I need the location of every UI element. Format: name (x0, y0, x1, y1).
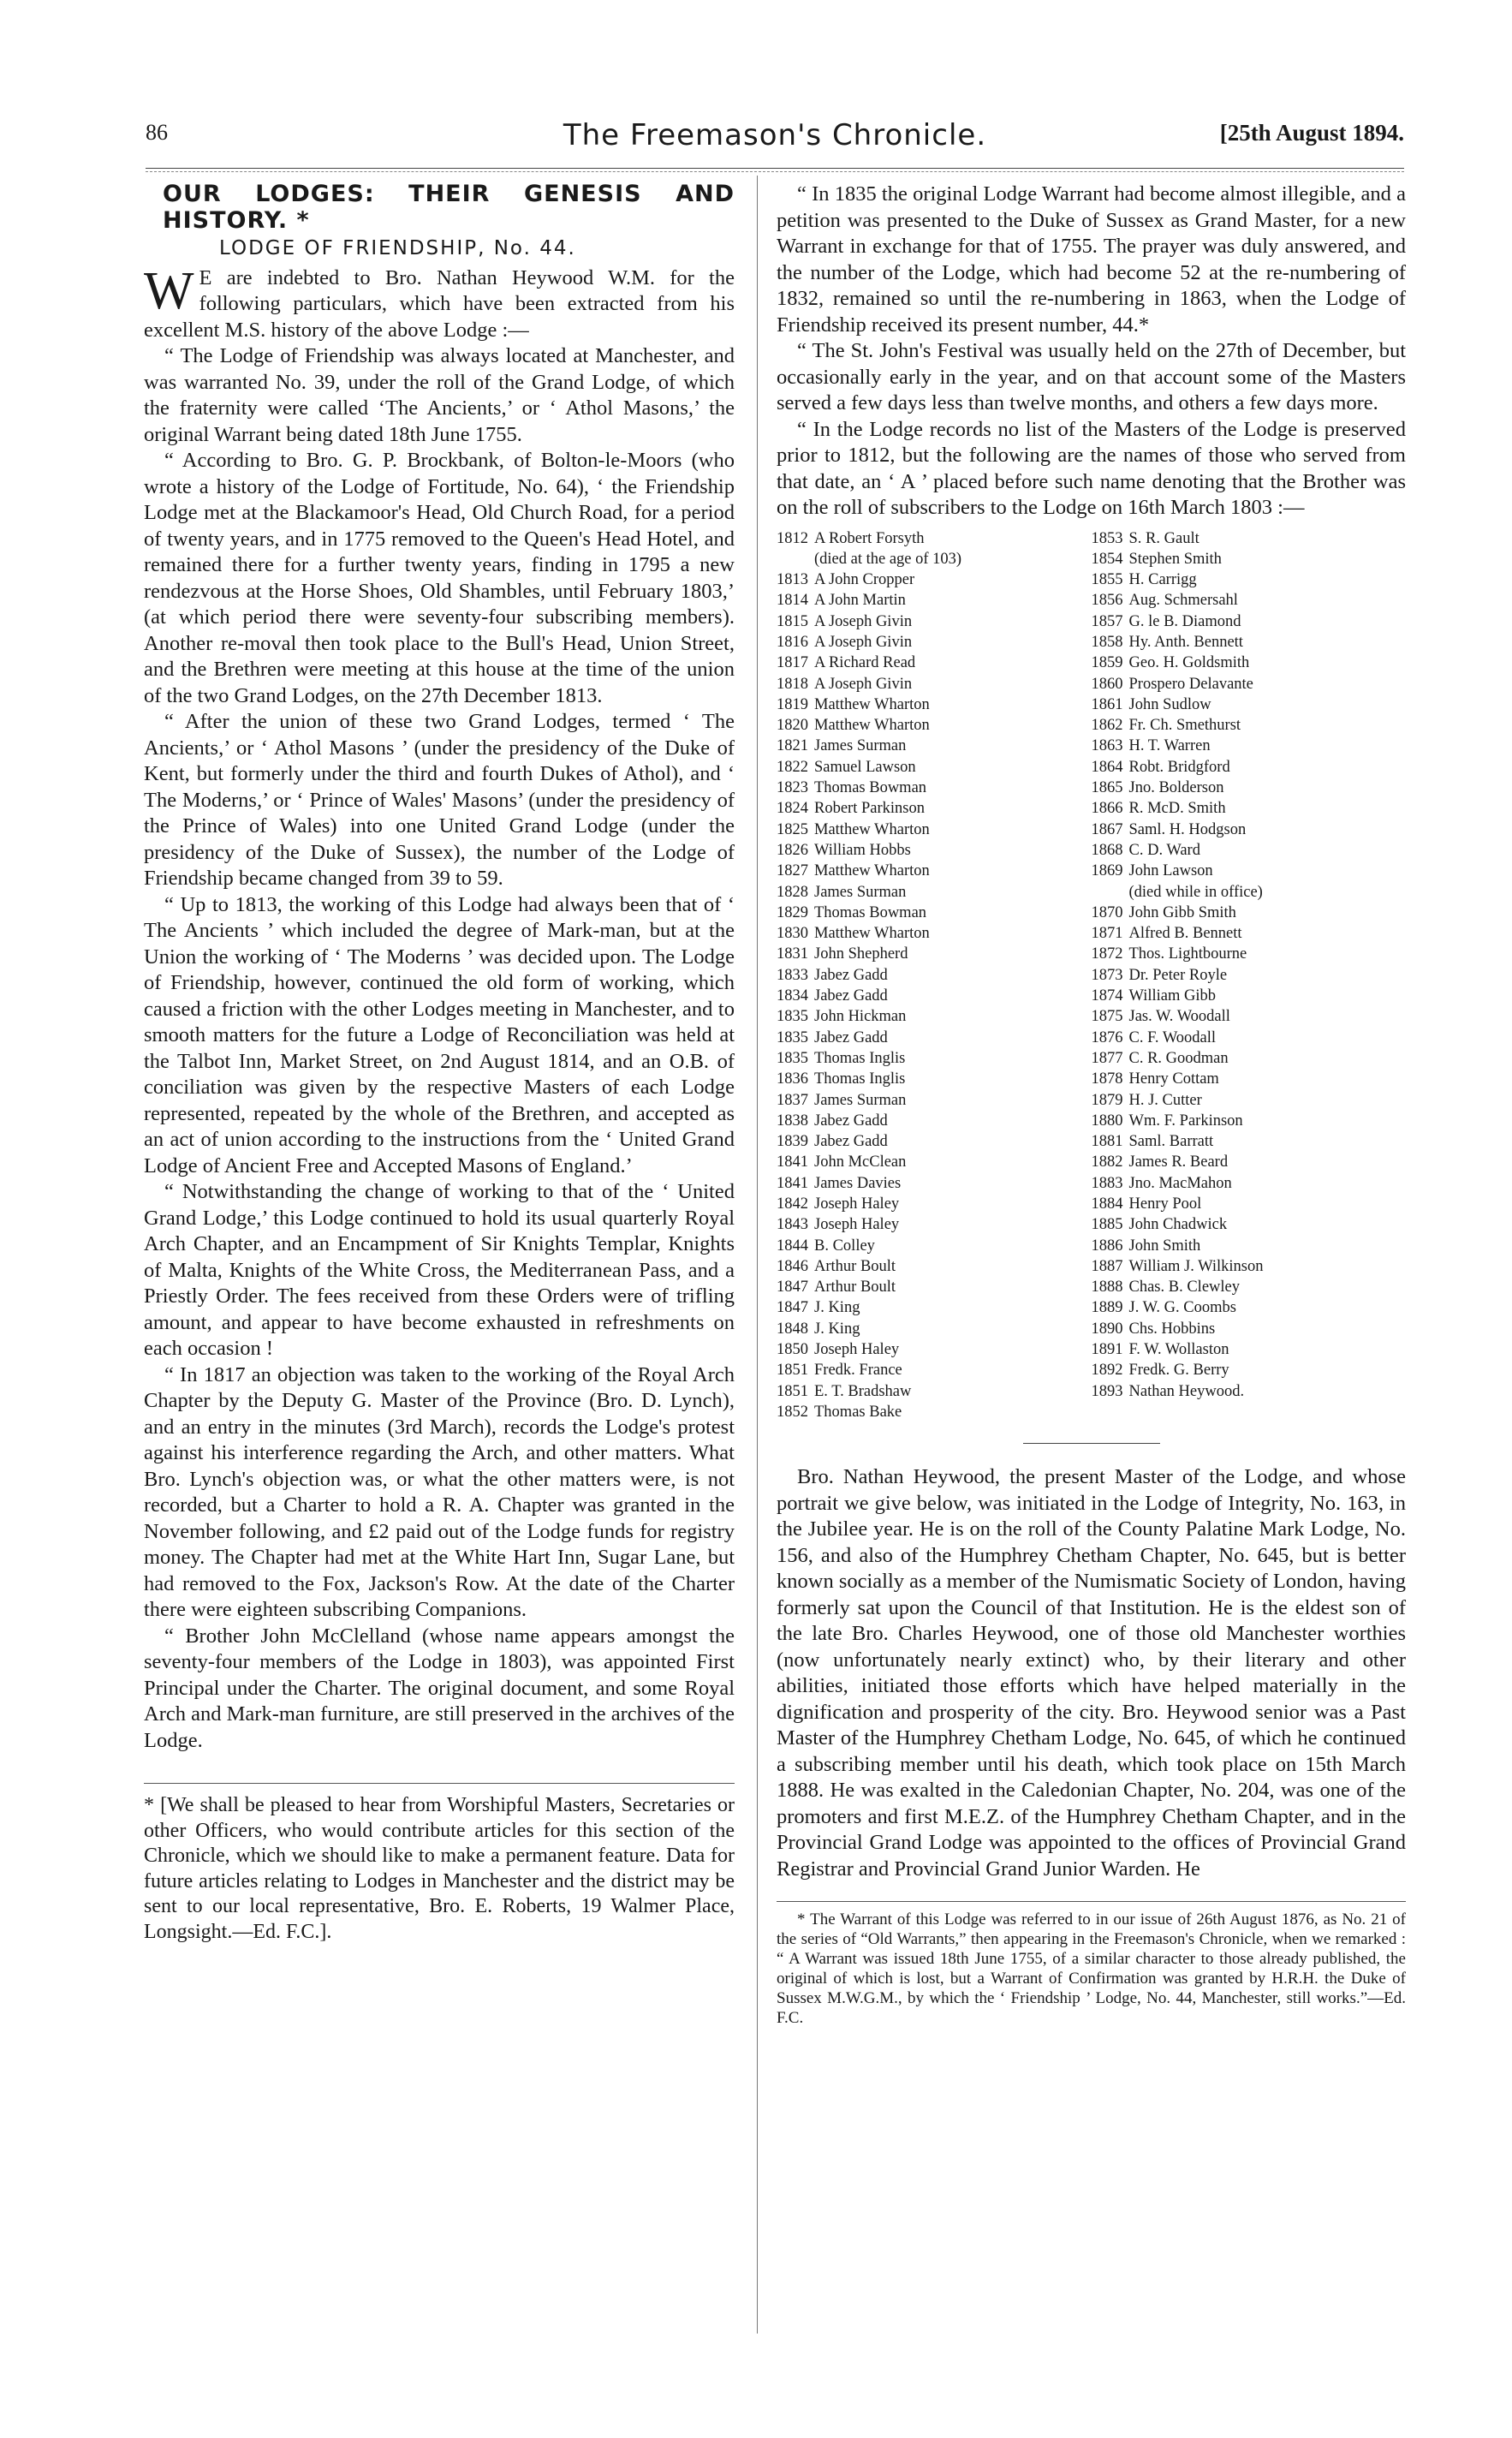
master-year: 1882 (1091, 1153, 1123, 1171)
master-row (777, 1111, 1092, 1131)
master-year: 1859 (1091, 654, 1123, 672)
intro-paragraph (144, 261, 735, 344)
master-name: Robert Parkinson (814, 800, 925, 818)
master-name: Henry Pool (1128, 1195, 1202, 1213)
master-row (777, 549, 1092, 569)
master-name: Thomas Bowman (814, 903, 927, 921)
master-name: (died while in office) (1128, 883, 1263, 901)
master-name: S. R. Gault (1128, 529, 1199, 547)
master-year: 1871 (1091, 925, 1123, 943)
master-name: Henry Cottam (1128, 1070, 1219, 1088)
master-year: 1860 (1091, 675, 1123, 693)
paragraph: “ Brother John McClelland (whose name appears amongst the seventy-four members of the Lodge in 1803), was appointed First Principal under the Charter. The original document, and some Royal Arch and Mark-man furniture, are still preserved in the archives of the Lodge. (144, 1624, 735, 1752)
master-row (777, 1131, 1092, 1152)
master-year: 1818 (777, 675, 808, 693)
master-name: H. J. Cutter (1128, 1091, 1202, 1109)
issue-date: [25th August 1894. (1219, 120, 1404, 146)
master-name: A John Cropper (814, 571, 915, 589)
master-row (777, 778, 1092, 798)
master-year (777, 549, 806, 569)
master-year: 1879 (1091, 1091, 1123, 1109)
master-year: 1857 (1091, 612, 1123, 630)
master-row (777, 590, 1092, 611)
master-year: 1824 (777, 800, 808, 818)
master-name: A Richard Read (814, 654, 916, 672)
master-row (777, 965, 1092, 986)
master-year: 1855 (1091, 571, 1123, 589)
master-row (777, 1339, 1092, 1360)
paragraph: “ In the Lodge records no list of the Masters of the Lodge is preserved prior to 1812, but the following are the names of those who served from that date, an ‘ A ’ placed before such name denoting that the Brother was on the roll of subscribers to the Lodge on 16th March 1803 :— (777, 417, 1406, 519)
master-year: 1831 (777, 945, 808, 963)
master-year: 1844 (777, 1237, 808, 1255)
master-year: 1889 (1091, 1299, 1123, 1317)
master-year: 1864 (1091, 758, 1123, 776)
master-year: 1854 (1091, 550, 1123, 568)
master-year: 1876 (1091, 1028, 1123, 1046)
master-year: 1841 (777, 1174, 808, 1192)
paragraph: “ The Lodge of Friendship was always located at Manchester, and was warranted No. 39, under the roll of the Grand Lodge, of which the fraternity were called ‘The Ancients,’ or ‘ Athol Masons,’ the original Warrant being dated 18th June 1755. (144, 344, 735, 446)
page-header (146, 118, 1404, 159)
master-row (777, 757, 1092, 778)
master-row (1092, 944, 1407, 964)
master-name: Jabez Gadd (814, 1133, 888, 1151)
master-year: 1875 (1091, 1008, 1123, 1026)
master-row (777, 882, 1092, 903)
master-name: John Shepherd (814, 945, 908, 963)
master-name: Thomas Bowman (814, 779, 927, 797)
master-year: 1851 (777, 1362, 808, 1380)
master-year: 1873 (1091, 966, 1123, 984)
master-year: 1851 (777, 1382, 808, 1400)
master-year: 1847 (777, 1299, 808, 1317)
master-year: 1885 (1091, 1216, 1123, 1234)
section-rule (1023, 1443, 1160, 1444)
master-name: A Joseph Givin (814, 675, 913, 693)
master-year: 1890 (1091, 1320, 1123, 1338)
master-name: John Chadwick (1128, 1216, 1228, 1234)
master-name: Thomas Inglis (814, 1049, 906, 1067)
master-row (1092, 1339, 1407, 1360)
master-year: 1815 (777, 612, 808, 630)
master-year: 1848 (777, 1320, 808, 1338)
master-name: Jas. W. Woodall (1128, 1008, 1230, 1026)
master-name: Joseph Haley (814, 1341, 900, 1359)
master-year: 1820 (777, 717, 808, 735)
master-year: 1891 (1091, 1341, 1123, 1359)
masters-list-right (1092, 528, 1407, 1423)
master-name: Jabez Gadd (814, 1028, 888, 1046)
master-name: J. King (814, 1299, 860, 1317)
master-name: John Sudlow (1128, 695, 1211, 713)
master-year: 1862 (1091, 717, 1123, 735)
master-row (1092, 923, 1407, 944)
master-year: 1819 (777, 695, 808, 713)
master-row (1092, 986, 1407, 1006)
master-year: 1817 (777, 654, 808, 672)
master-row (1092, 1006, 1407, 1027)
master-row (1092, 903, 1407, 923)
master-name: Thomas Inglis (814, 1070, 906, 1088)
master-row (1092, 1194, 1407, 1214)
master-name: Nathan Heywood. (1128, 1382, 1245, 1400)
master-row (777, 1236, 1092, 1256)
master-name: Matthew Wharton (814, 717, 930, 735)
master-row (1092, 1069, 1407, 1089)
paragraph: “ Up to 1813, the working of this Lodge had always been that of ‘ The Ancients ’ which included the degree of Mark-man, but at the Union the working of ‘ The Moderns ’ was decided upon. The Lodge of Friendship, however, continued the old form of working, which caused a friction with the other Lodges meeting in Manchester, and to smooth matters for the future a Lodge of Reconciliation was held at the Talbot Inn, Market Street, on 2nd August 1814, and an O.B. of conciliation was given by the respective Masters of each Lodge represented, repeated by the whole of the Brethren, and accepted as an act of union according to the instructions from the ‘ United Grand Lodge of Ancient Free and Accepted Masons of England.’ (144, 892, 735, 1177)
master-row (777, 1152, 1092, 1172)
paragraph: “ In 1817 an objection was taken to the working of the Royal Arch Chapter by the Deputy G. Master of the Province (Bro. D. Lynch), and an entry in the minutes (3rd March), records the Lodge's protest against his interference regarding the Arch, and other matters. What Bro. Lynch's objection was, or what the other matters were, is not recorded, but a Charter to hold a R. A. Chapter was granted in the November following, and £2 paid out of the Lodge funds for registry money. The Chapter had met at the White Hart Inn, Sugar Lane, but had removed to the Fox, Jackson's Row. At the date of the Charter there were eighteen subscribing Companions. (144, 1362, 735, 1621)
master-name: F. W. Wollaston (1128, 1341, 1229, 1359)
master-name: C. F. Woodall (1128, 1028, 1217, 1046)
master-name: William Gibb (1128, 987, 1217, 1005)
master-year: 1892 (1091, 1362, 1123, 1380)
master-year: 1863 (1091, 737, 1123, 755)
master-name: A John Martin (814, 592, 906, 610)
master-year: 1861 (1091, 695, 1123, 713)
master-row (1092, 549, 1407, 569)
master-row (1092, 965, 1407, 986)
publication-title: The Freemason's Chronicle. (563, 118, 987, 152)
master-year: 1835 (777, 1049, 808, 1067)
master-year: 1870 (1091, 903, 1123, 921)
master-row (1092, 1028, 1407, 1048)
master-row (1092, 1360, 1407, 1380)
footnote-rule (144, 1783, 735, 1785)
master-row (1092, 1214, 1407, 1235)
master-year: 1883 (1091, 1174, 1123, 1192)
master-row (1092, 736, 1407, 756)
master-row (1092, 694, 1407, 715)
master-year: 1867 (1091, 820, 1123, 838)
master-name: Geo. H. Goldsmith (1128, 654, 1250, 672)
master-year: 1850 (777, 1341, 808, 1359)
master-name: John Gibb Smith (1128, 903, 1236, 921)
master-year: 1830 (777, 925, 808, 943)
master-row (777, 653, 1092, 673)
master-name: Fredk. G. Berry (1128, 1362, 1229, 1380)
master-row (1092, 674, 1407, 694)
master-row (1092, 1297, 1407, 1318)
master-row (777, 1028, 1092, 1048)
master-name: James Surman (814, 883, 907, 901)
master-year: 1893 (1091, 1382, 1123, 1400)
master-year: 1866 (1091, 800, 1123, 818)
master-row (777, 1256, 1092, 1277)
master-row (1092, 1131, 1407, 1152)
master-name: Jno. Bolderson (1128, 779, 1224, 797)
master-row (777, 611, 1092, 632)
paragraph: “ After the union of these two Grand Lodges, termed ‘ The Ancients,’ or ‘ Athol Masons ’ (under the presidency of the Duke of Kent, but formerly under the third and fourth Dukes of Athol), and ‘ The Moderns,’ or ‘ Prince of Wales' Masons’ (under the presidency of the Prince of Wales) into one United Grand Lodge (under the presidency of the Duke of Sussex), the number of the Lodge of Friendship became changed from 39 to 59. (144, 710, 735, 890)
master-name: Hy. Anth. Bennett (1128, 633, 1243, 651)
master-name: Saml. Barratt (1128, 1133, 1214, 1151)
master-row (1092, 1111, 1407, 1131)
master-year: 1858 (1091, 633, 1123, 651)
left-column (144, 182, 735, 1945)
master-name: Matthew Wharton (814, 925, 930, 943)
master-name: James Surman (814, 1091, 907, 1109)
master-row (777, 903, 1092, 923)
master-row (1092, 757, 1407, 778)
master-name: Joseph Haley (814, 1195, 900, 1213)
master-row (1092, 778, 1407, 798)
master-name: C. R. Goodman (1128, 1049, 1229, 1067)
master-name: Matthew Wharton (814, 820, 930, 838)
paragraph: “ In 1835 the original Lodge Warrant had become almost illegible, and a petition was presented to the Duke of Sussex as Grand Master, for a new Warrant in exchange for that of 1755. The prayer was duly answered, and the number of the Lodge, which had become 52 at the re-numbering of 1832, remained so until the re-numbering in 1863, when the Lodge of Friendship received its present number, 44.* (777, 182, 1406, 337)
master-name: Saml. H. Hodgson (1128, 820, 1247, 838)
master-name: A Joseph Givin (814, 612, 913, 630)
master-year: 1887 (1091, 1257, 1123, 1275)
master-name: Jabez Gadd (814, 966, 888, 984)
master-row (1092, 840, 1407, 861)
master-year: 1816 (777, 633, 808, 651)
master-row (777, 923, 1092, 944)
master-row (777, 1006, 1092, 1027)
master-year: 1880 (1091, 1112, 1123, 1130)
master-name: A Joseph Givin (814, 633, 913, 651)
master-row (777, 861, 1092, 881)
master-name: William J. Wilkinson (1128, 1257, 1264, 1275)
master-year: 1843 (777, 1216, 808, 1234)
master-row (777, 715, 1092, 736)
master-year: 1834 (777, 987, 808, 1005)
master-row (1092, 1277, 1407, 1297)
master-name: Jabez Gadd (814, 987, 888, 1005)
master-year: 1833 (777, 966, 808, 984)
master-name: H. Carrigg (1128, 571, 1197, 589)
master-name: Chs. Hobbins (1128, 1320, 1216, 1338)
header-rule (146, 168, 1404, 172)
master-year: 1842 (777, 1195, 808, 1213)
master-year: 1856 (1091, 592, 1123, 610)
master-row (1092, 653, 1407, 673)
master-name: Thos. Lightbourne (1128, 945, 1247, 963)
master-row (777, 1194, 1092, 1214)
editor-footnote: * [We shall be pleased to hear from Worshipful Masters, Secretaries or other Officers, who would contribute articles for this section of the Chronicle, which we should like to make a permanent feature. Data for future articles relating to Lodges in Manchester and the district may be sent to our local representative, Bro. E. Roberts, 19 Walmer Place, Longsight.—Ed. F.C.]. (144, 1794, 735, 1943)
master-row (777, 944, 1092, 964)
master-year: 1847 (777, 1279, 808, 1296)
master-year: 1838 (777, 1112, 808, 1130)
master-row (1092, 1152, 1407, 1172)
master-year: 1853 (1091, 529, 1123, 547)
master-row (777, 1319, 1092, 1339)
master-row (1092, 820, 1407, 840)
master-row (1092, 882, 1407, 903)
master-year: 1812 (777, 529, 808, 547)
page-number: 86 (146, 120, 168, 145)
paragraph: “ According to Bro. G. P. Brockbank, of Bolton-le-Moors (who wrote a history of the Lodge of Fortitude, No. 64), ‘ the Friendship Lodge met at the Blackamoor's Head, Old Church Road, for a period of twenty years, and in 1775 removed to the Queen's Head Hotel, and remained there for a further twenty years, finding in 1795 a new rendezvous at the Horse Shoes, Old Shambles, until February 1803,’ (at which period there were seventy-four subscribing members). Another re-moval then took place to the Bull's Head, Union Street, and the Brethren were meeting at this house at the time of the union of the two Grand Lodges, on the 27th December 1813. (144, 449, 735, 707)
master-name: Dr. Peter Royle (1128, 966, 1228, 984)
master-row (1092, 1319, 1407, 1339)
master-name: Robt. Bridgford (1128, 758, 1230, 776)
master-name: C. D. Ward (1128, 841, 1200, 859)
master-year: 1837 (777, 1091, 808, 1109)
master-name: A Robert Forsyth (814, 529, 925, 547)
master-name: Thomas Bake (814, 1403, 902, 1421)
master-year: 1821 (777, 737, 808, 755)
master-row (777, 632, 1092, 653)
master-row (1092, 1090, 1407, 1111)
master-year: 1827 (777, 862, 808, 880)
master-year: 1836 (777, 1070, 808, 1088)
master-year: 1869 (1091, 862, 1123, 880)
master-name: G. le B. Diamond (1128, 612, 1241, 630)
master-year: 1829 (777, 903, 808, 921)
master-name: Matthew Wharton (814, 695, 930, 713)
master-row (1092, 632, 1407, 653)
master-name: James R. Beard (1128, 1153, 1229, 1171)
article-subtitle: LODGE OF FRIENDSHIP, No. 44. (219, 237, 576, 259)
master-year: 1814 (777, 592, 808, 610)
master-row (777, 986, 1092, 1006)
master-row (777, 840, 1092, 861)
master-row (777, 528, 1092, 549)
warrant-footnote: * The Warrant of this Lodge was referred to in our issue of 26th August 1876, as No. 21 of the series of “Old Warrants,” then appearing in the Freemason's Chronicle, when we remarked : “ A Warrant was issued 18th June 1755, of a similar character to those already published, the original of which is lost, but a Warrant of Confirmation was granted by H.R.H. the Duke of Sussex M.W.G.M., by which the ‘ Friendship ’ Lodge, No. 44, Manchester, still works.”—Ed. F.C. (777, 1910, 1406, 2028)
master-row (1092, 861, 1407, 881)
masters-list (777, 528, 1406, 1423)
master-name: James Surman (814, 737, 907, 755)
master-year: 1813 (777, 571, 808, 589)
article-title: OUR LODGES: THEIR GENESIS AND HISTORY. * (163, 181, 735, 234)
master-row (1092, 528, 1407, 549)
master-year: 1835 (777, 1028, 808, 1046)
master-row (777, 1069, 1092, 1089)
master-row (777, 820, 1092, 840)
master-name: Jno. MacMahon (1128, 1174, 1232, 1192)
master-row (777, 1214, 1092, 1235)
master-year: 1823 (777, 779, 808, 797)
master-name: John Lawson (1128, 862, 1213, 880)
master-row (1092, 798, 1407, 819)
master-name: B. Colley (814, 1237, 875, 1255)
master-year: 1841 (777, 1153, 808, 1171)
paragraph: “ The St. John's Festival was usually held on the 27th of December, but occasionally early in the year, and on that account some of the Masters served a few days less than twelve months, and others a few days more. (777, 339, 1406, 414)
right-column (777, 182, 1406, 2028)
master-name: Matthew Wharton (814, 862, 930, 880)
master-row (777, 798, 1092, 819)
master-year: 1835 (777, 1008, 808, 1026)
master-row (777, 1297, 1092, 1318)
master-row (1092, 1236, 1407, 1256)
master-row (1092, 590, 1407, 611)
intro-text: E are indebted to Bro. Nathan Heywood W.M. for the following particulars, which have been extracted from his excellent M.S. history of the above Lodge :— (144, 265, 735, 342)
master-name: Fredk. France (814, 1362, 902, 1380)
master-year: 1868 (1091, 841, 1123, 859)
master-row (777, 1360, 1092, 1380)
master-row (777, 1090, 1092, 1111)
master-year: 1865 (1091, 779, 1123, 797)
master-name: Jabez Gadd (814, 1112, 888, 1130)
drop-cap: W (144, 261, 194, 320)
master-name: John Hickman (814, 1008, 907, 1026)
master-year: 1826 (777, 841, 808, 859)
master-year: 1872 (1091, 945, 1123, 963)
master-year: 1828 (777, 883, 808, 901)
bio-paragraph: Bro. Nathan Heywood, the present Master of the Lodge, and whose portrait we give below, was initiated in the Lodge of Integrity, No. 163, in the Jubilee year. He is on the roll of the County Palatine Mark Lodge, No. 156, and also of the Humphrey Chetham Chapter, No. 645, but is better known socially as a member of the Numismatic Society of London, having formerly sat upon the Council of that Institution. He is the eldest son of the late Bro. Charles Heywood, one of those old Manchester worthies (now unfortunately nearly extinct) who, by their literary and other abilities, initiated those efforts which have helped materially in the dignification and prosperity of the city. Bro. Heywood senior was a Past Master of the Humphrey Chetham Lodge, No. 645, of which he continued a subscribing member until his death, which took place on 15th March 1888. He was exalted in the Caledonian Chapter, No. 204, was one of the promoters and first M.E.Z. of the Humphrey Chetham Chapter, and in the Provincial Grand Lodge was appointed to the offices of Provincial Grand Registrar and Provincial Grand Junior Warden. He (777, 1465, 1406, 1881)
master-name: R. McD. Smith (1128, 800, 1226, 818)
master-row (777, 1048, 1092, 1069)
master-name: Stephen Smith (1128, 550, 1222, 568)
master-name: James Davies (814, 1174, 902, 1192)
master-name: (died at the age of 103) (814, 550, 962, 568)
master-year: 1881 (1091, 1133, 1123, 1151)
master-name: J. King (814, 1320, 860, 1338)
master-row (1092, 1256, 1407, 1277)
master-year: 1822 (777, 758, 808, 776)
master-row (1092, 1048, 1407, 1069)
master-year (1092, 882, 1121, 903)
master-name: John Smith (1128, 1237, 1201, 1255)
master-name: Wm. F. Parkinson (1128, 1112, 1243, 1130)
master-row (777, 736, 1092, 756)
master-row (777, 1173, 1092, 1194)
master-name: Arthur Boult (814, 1257, 896, 1275)
master-name: J. W. G. Coombs (1128, 1299, 1236, 1317)
master-year: 1877 (1091, 1049, 1123, 1067)
master-year: 1825 (777, 820, 808, 838)
master-name: Chas. B. Clewley (1128, 1279, 1240, 1296)
master-name: John McClean (814, 1153, 907, 1171)
master-year: 1874 (1091, 987, 1123, 1005)
master-year: 1878 (1091, 1070, 1123, 1088)
master-row (777, 569, 1092, 590)
master-row (777, 694, 1092, 715)
master-row (777, 674, 1092, 694)
master-name: Samuel Lawson (814, 758, 916, 776)
master-row (1092, 1173, 1407, 1194)
master-row (777, 1381, 1092, 1402)
master-year: 1839 (777, 1133, 808, 1151)
master-name: E. T. Bradshaw (814, 1382, 912, 1400)
master-name: Joseph Haley (814, 1216, 900, 1234)
master-row (1092, 611, 1407, 632)
master-name: Alfred B. Bennett (1128, 925, 1242, 943)
master-name: Arthur Boult (814, 1279, 896, 1296)
master-name: H. T. Warren (1128, 737, 1211, 755)
footnote-rule (777, 1901, 1406, 1903)
master-year: 1886 (1091, 1237, 1123, 1255)
masters-list-left (777, 528, 1092, 1423)
master-name: Fr. Ch. Smethurst (1128, 717, 1241, 735)
master-name: Aug. Schmersahl (1128, 592, 1238, 610)
master-name: William Hobbs (814, 841, 911, 859)
master-row (1092, 715, 1407, 736)
master-year: 1852 (777, 1403, 808, 1421)
master-row (1092, 569, 1407, 590)
column-divider (757, 176, 758, 2334)
paragraph: “ Notwithstanding the change of working to that of the ‘ United Grand Lodge,’ this Lodge continued to hold its usual quarterly Royal Arch Chapter, and an Encampment of Sir Knights Templar, Knights of Malta, Knights of the White Cross, the Mediterranean Pass, and a Priestly Order. The fees received from these Orders were of trifling amount, and appear to have become exhausted in refreshments on each occasion ! (144, 1180, 735, 1360)
master-row (1092, 1381, 1407, 1402)
master-year: 1884 (1091, 1195, 1123, 1213)
master-name: Prospero Delavante (1128, 675, 1253, 693)
master-row (777, 1277, 1092, 1297)
master-year: 1846 (777, 1257, 808, 1275)
master-row (777, 1402, 1092, 1422)
master-year: 1888 (1091, 1279, 1123, 1296)
